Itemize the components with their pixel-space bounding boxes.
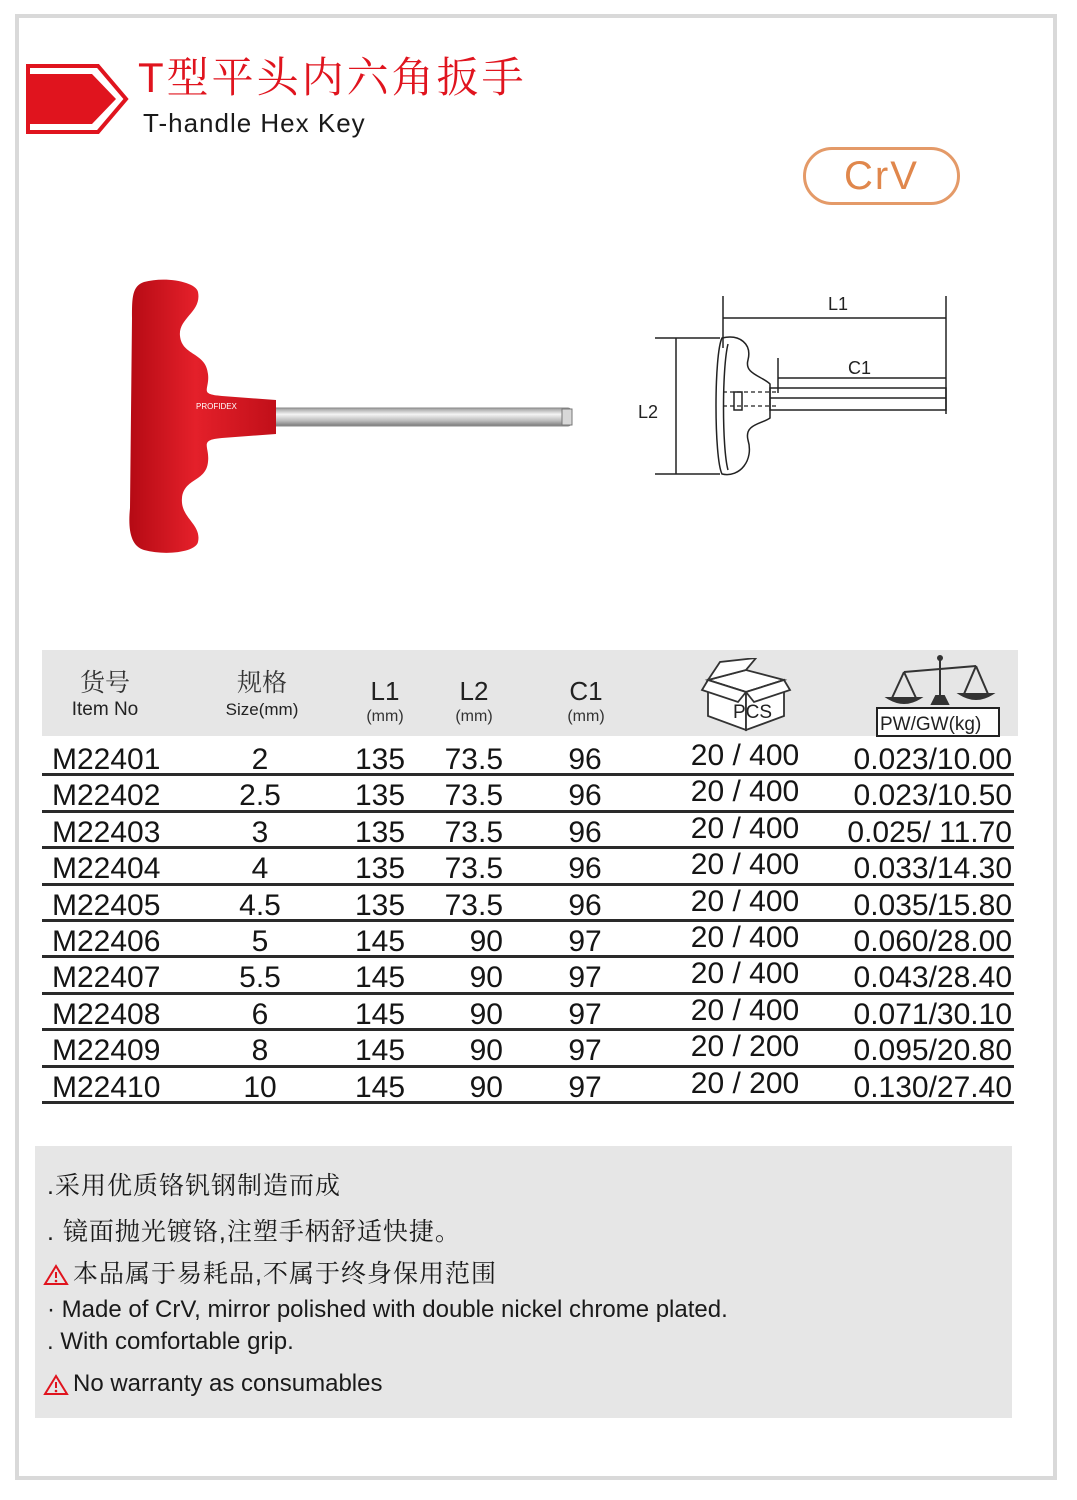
cell-weight: 0.130/27.40: [853, 1070, 1012, 1104]
cell-item: M22407: [52, 961, 161, 995]
table-row: [42, 849, 1014, 885]
cell-weight: 0.025/ 11.70: [847, 815, 1012, 849]
table-header: [42, 650, 1018, 736]
cell-item: M22405: [52, 888, 161, 922]
cell-c1: 97: [568, 1034, 602, 1068]
cell-l2: 90: [469, 1070, 503, 1104]
cell-item: M22401: [52, 743, 161, 776]
cell-pcs: 20 / 400: [690, 811, 800, 845]
header-c1-label: C1: [569, 676, 603, 706]
cell-pcs: 20 / 400: [690, 920, 800, 954]
table-row: [42, 922, 1014, 958]
cell-size: 8: [251, 1034, 269, 1068]
red-arrow-logo: [26, 64, 130, 134]
table-body: [42, 740, 1018, 1104]
cell-l2: 90: [469, 1034, 503, 1068]
note-zh-2: . 镜面抛光镀铬,注塑手柄舒适快捷。: [47, 1218, 461, 1246]
cell-c1: 96: [568, 743, 602, 776]
cell-weight: 0.095/20.80: [853, 1034, 1012, 1068]
note-en-2: . With comfortable grip.: [47, 1328, 294, 1355]
note-zh-warning-text: 本品属于易耗品,不属于终身保用范围: [73, 1260, 497, 1288]
cell-l2: 90: [469, 924, 503, 958]
cell-pcs: 20 / 400: [690, 775, 800, 809]
header-size-en: Size(mm): [225, 700, 299, 719]
dimension-label-c1: C1: [848, 358, 872, 378]
cell-c1: 97: [568, 924, 602, 958]
cell-c1: 97: [568, 961, 602, 995]
header-item-no: [60, 668, 150, 722]
cell-pcs: 20 / 400: [690, 884, 800, 918]
cell-l1: 145: [354, 924, 406, 958]
warning-icon: [43, 1374, 69, 1396]
dimension-drawing: [630, 288, 960, 488]
balance-scale-icon: [874, 652, 1006, 738]
cell-item: M22402: [52, 779, 161, 813]
cell-item: M22408: [52, 997, 161, 1031]
header-l2: [444, 676, 504, 728]
cell-pcs: 20 / 400: [690, 739, 800, 772]
note-en-1: · Made of CrV, mirror polished with double nickel chrome plated.: [47, 1296, 728, 1323]
cell-size: 2.5: [239, 779, 281, 813]
cell-l1: 145: [354, 961, 406, 995]
cell-weight: 0.060/28.00: [853, 924, 1012, 958]
cell-l1: 135: [354, 888, 406, 922]
cell-weight: 0.023/10.00: [853, 743, 1012, 776]
cell-l1: 145: [354, 1034, 406, 1068]
note-zh-warning: [43, 1254, 497, 1290]
cell-size: 10: [243, 1070, 277, 1104]
product-title-zh: T型平头内六角扳手: [138, 54, 527, 101]
header-size: [222, 668, 302, 722]
product-title-en: T-handle Hex Key: [143, 108, 366, 138]
carton-box-icon: [700, 658, 792, 734]
table-row: [42, 813, 1014, 849]
cell-weight: 0.035/15.80: [853, 888, 1012, 922]
cell-l2: 73.5: [444, 743, 503, 776]
cell-l1: 145: [354, 1070, 406, 1104]
cell-l2: 73.5: [444, 888, 503, 922]
cell-size: 6: [251, 997, 269, 1031]
note-zh-1: .采用优质铬钒钢制造而成: [47, 1172, 341, 1200]
cell-size: 5.5: [239, 961, 281, 995]
note-en-warning-text: No warranty as consumables: [73, 1370, 383, 1397]
table-row: [42, 1031, 1014, 1067]
cell-size: 2: [251, 743, 269, 776]
cell-l1: 135: [354, 815, 406, 849]
cell-weight: 0.023/10.50: [853, 779, 1012, 813]
cell-c1: 96: [568, 815, 602, 849]
header-c1: [556, 676, 616, 728]
cell-size: 5: [251, 924, 269, 958]
cell-item: M22404: [52, 852, 161, 886]
cell-pcs: 20 / 200: [690, 1030, 800, 1064]
cell-size: 3: [251, 815, 269, 849]
header-l1: [355, 676, 415, 728]
cell-c1: 97: [568, 997, 602, 1031]
table-row: [42, 995, 1014, 1031]
header-item-zh: 货号: [79, 669, 130, 697]
cell-c1: 96: [568, 852, 602, 886]
cell-l1: 135: [354, 743, 406, 776]
cell-l1: 145: [354, 997, 406, 1031]
cell-l2: 90: [469, 997, 503, 1031]
brand-mark: PROFIDEX: [196, 402, 237, 411]
table-row: [42, 886, 1014, 922]
cell-l2: 90: [469, 961, 503, 995]
cell-item: M22406: [52, 924, 161, 958]
dimension-label-l2: L2: [638, 402, 659, 422]
cell-l1: 135: [354, 852, 406, 886]
header-l2-label: L2: [459, 676, 489, 706]
cell-item: M22410: [52, 1070, 161, 1104]
cell-size: 4: [251, 852, 269, 886]
cell-l2: 73.5: [444, 852, 503, 886]
cell-pcs: 20 / 200: [690, 1066, 800, 1100]
product-photo: [126, 278, 586, 553]
header-size-zh: 规格: [236, 669, 287, 697]
note-en-warning: [43, 1370, 382, 1398]
header-l2-unit: (mm): [455, 708, 493, 725]
cell-c1: 96: [568, 888, 602, 922]
cell-l1: 135: [354, 779, 406, 813]
material-badge: CrV: [803, 147, 960, 205]
cell-weight: 0.033/14.30: [853, 852, 1012, 886]
cell-pcs: 20 / 400: [690, 993, 800, 1027]
header-item-en: Item No: [71, 699, 139, 720]
cell-weight: 0.043/28.40: [853, 961, 1012, 995]
cell-item: M22409: [52, 1034, 161, 1068]
cell-c1: 97: [568, 1070, 602, 1104]
cell-item: M22403: [52, 815, 161, 849]
header-l1-label: L1: [370, 676, 400, 706]
table-row: [42, 958, 1014, 994]
cell-pcs: 20 / 400: [690, 957, 800, 991]
cell-l2: 73.5: [444, 779, 503, 813]
cell-c1: 96: [568, 779, 602, 813]
table-row: [42, 776, 1014, 812]
header-pcs: PCS: [733, 702, 773, 723]
cell-pcs: 20 / 400: [690, 848, 800, 882]
header-l1-unit: (mm): [366, 708, 404, 725]
dimension-label-l1: L1: [828, 294, 849, 314]
table-row: [42, 740, 1014, 776]
warning-icon: [43, 1264, 69, 1286]
header-weight: PW/GW(kg): [880, 714, 982, 735]
header-c1-unit: (mm): [567, 708, 605, 725]
cell-l2: 73.5: [444, 815, 503, 849]
cell-weight: 0.071/30.10: [853, 997, 1012, 1031]
cell-size: 4.5: [239, 888, 281, 922]
table-row: [42, 1068, 1014, 1104]
notes-panel: [35, 1146, 1012, 1418]
